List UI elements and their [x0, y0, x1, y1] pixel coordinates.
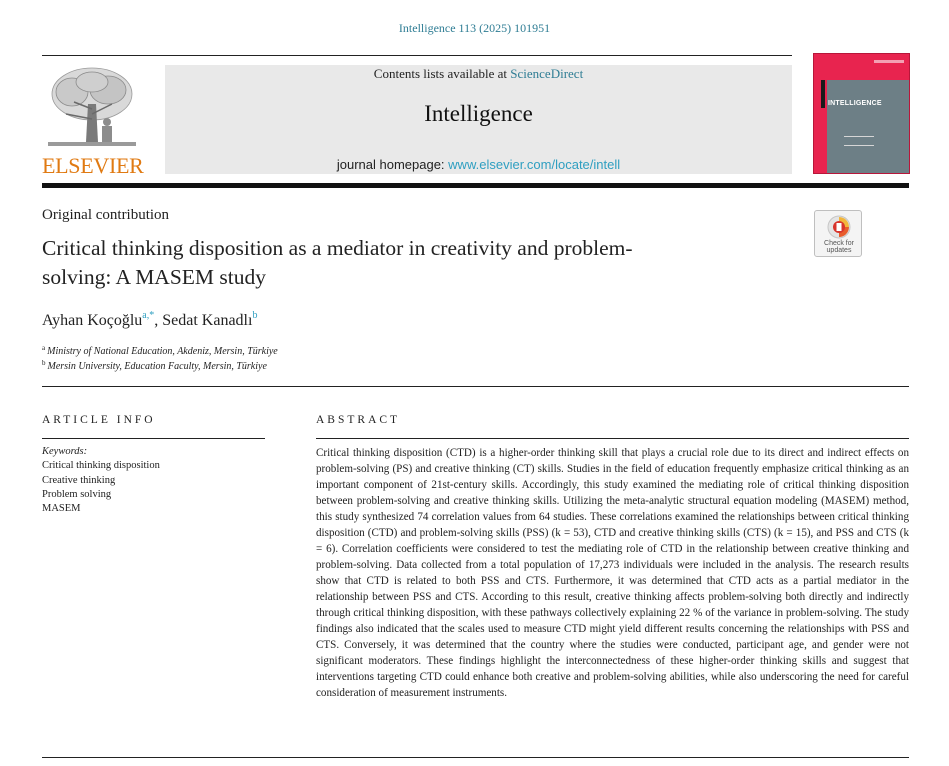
- journal-cover-thumbnail[interactable]: [813, 53, 910, 174]
- article-title: Critical thinking disposition as a mediator in creativity and problem-solving: A MASEM study: [42, 236, 633, 289]
- affiliation-a: [42, 344, 278, 357]
- cover-title: INTELLIGENCE: [828, 100, 882, 107]
- author-separator: ,: [154, 312, 163, 329]
- author-affiliation-marks[interactable]: b: [252, 310, 258, 321]
- affiliation-mark: a: [42, 344, 46, 352]
- header-top-rule: [42, 55, 792, 56]
- article-info-rule: [42, 438, 265, 439]
- header-thick-rule: [42, 183, 909, 188]
- abstract-text: Critical thinking disposition (CTD) is a higher-order thinking skill that plays a crucial role due to its direct and indirect effects on problem-solving (PS) and creative thinking (CT) skills. Studies in the field of education frequently emphasize critical thinking as an important component of 21st-century skills. Accordingly, this study examined the mediating role of critical thinking disposition between problem-solving and creative thinking skills. Utilizing the meta-analytic structural equation modeling (MASEM) method, this study synthesized 74 correlation values from 64 studies. These correlations examined the relationships between critical thinking disposition (CTD) and problem-solving skills (PSS) (k = 53), CTD and creative thinking skills (CTS) (k = 15), and PSS and CTS (k = 6). Correlation coefficients were considered to test the mediating role of CTD in the relationship between creative thinking and problem-solving. Data collected from a total population of 17,273 individuals were included in the analysis. The research results show that CTD is related to both PSS and CTS. Furthermore, it was determined that CTD acts as a partial mediator in the relationship between PSS and CTS. According to this result, creative thinking affects problem-solving both directly and indirectly through critical thinking disposition, with these pathways collectively explaining 22 % of the variance in problem-solving. The study findings also indicated that the scales used to measure CTD might yield different results concerning the relationships with PSS and CTS. Conversely, it was determined that the country where the studies were conducted, participant age, and gender were not significant moderators. These findings highlight the interconnectedness of these higher-order thinking skills and suggest that interventions targeting CTD could enhance both creative and problem-solving abilities, while also underscoring the need for careful consideration of measurement instruments.: [316, 447, 909, 699]
- tree-logo-icon: [42, 64, 142, 154]
- abstract-heading: ABSTRACT: [316, 414, 401, 426]
- article-type: Original contribution: [42, 207, 170, 223]
- check-updates-label: [815, 240, 863, 254]
- abstract-bottom-rule: [42, 757, 909, 758]
- affiliation-text: Ministry of National Education, Akdeniz, Mersin, Türkiye: [47, 346, 278, 357]
- keyword-item: MASEM: [42, 503, 81, 515]
- sciencedirect-link[interactable]: ScienceDirect: [510, 66, 584, 81]
- abstract-rule: [316, 438, 909, 439]
- author-list: [42, 310, 257, 330]
- author-name[interactable]: Sedat Kanadlı: [162, 312, 253, 329]
- keywords-block: [42, 445, 160, 516]
- journal-banner: [165, 65, 792, 174]
- affiliation-mark: b: [42, 359, 46, 367]
- homepage-prefix: journal homepage:: [336, 157, 449, 172]
- keywords-label: Keywords:: [42, 446, 88, 457]
- cover-accent-bar: [821, 80, 825, 108]
- section-divider: [42, 386, 909, 387]
- affiliation-text: Mersin University, Education Faculty, Mersin, Türkiye: [47, 361, 267, 372]
- keyword-item: Creative thinking: [42, 474, 116, 486]
- journal-homepage-link[interactable]: www.elsevier.com/locate/intell: [448, 157, 621, 172]
- cover-panel: [827, 80, 910, 174]
- journal-citation[interactable]: Intelligence 113 (2025) 101951: [398, 21, 551, 35]
- journal-name: Intelligence: [424, 101, 533, 126]
- cover-text-lines: [844, 136, 874, 146]
- elsevier-logo[interactable]: [42, 64, 142, 176]
- affiliation-b: [42, 359, 267, 372]
- author-affiliation-marks[interactable]: a,*: [142, 310, 155, 321]
- check-updates-line1: Check for: [824, 240, 854, 247]
- cover-header-mark: [874, 60, 904, 63]
- contents-line: [165, 66, 792, 82]
- keyword-item: Problem solving: [42, 488, 112, 500]
- contents-prefix: Contents lists available at: [373, 66, 511, 81]
- homepage-line: [165, 157, 792, 172]
- article-info-heading: ARTICLE INFO: [42, 414, 156, 426]
- keyword-item: Critical thinking disposition: [42, 460, 160, 472]
- check-updates-icon: [827, 215, 851, 239]
- publisher-name: ELSEVIER: [42, 153, 144, 178]
- author-name[interactable]: Ayhan Koçoğlu: [42, 312, 143, 329]
- check-updates-line2: updates: [826, 247, 852, 254]
- check-for-updates-button[interactable]: [814, 210, 862, 257]
